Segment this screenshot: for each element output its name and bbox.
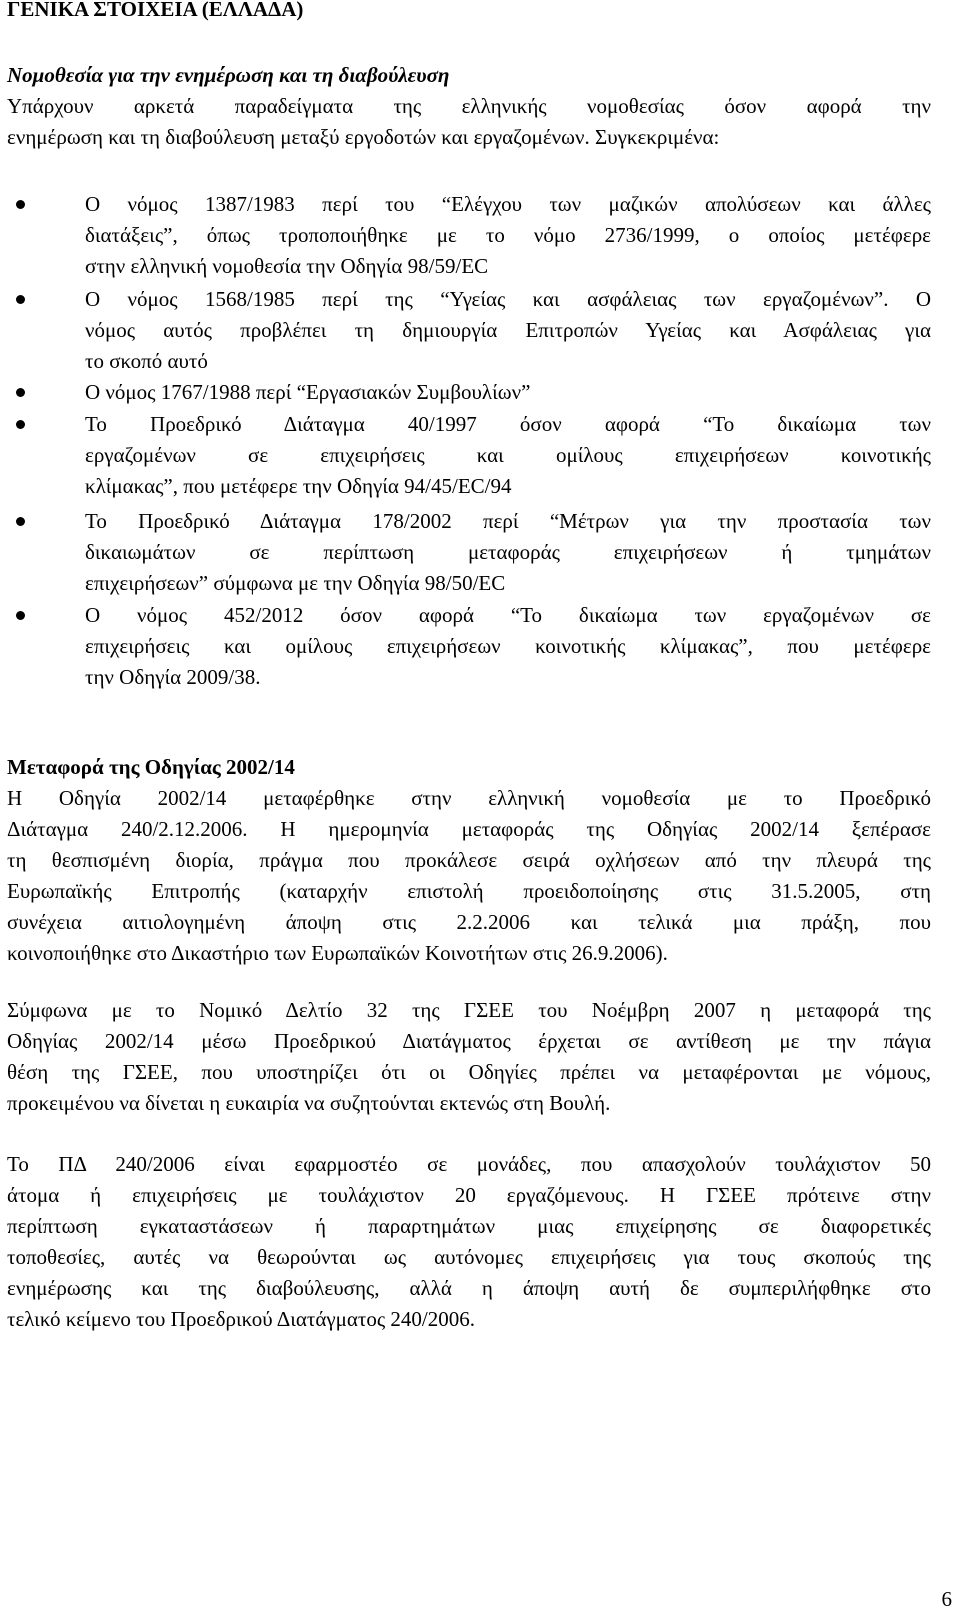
list-item-line: στην ελληνική νομοθεσία την Οδηγία 98/59/ΕC [85,254,489,278]
paragraph-line: συνέχεια αιτιολογημένη άποψη στις 2.2.2006 και τελικά μια πράξη, που [7,910,931,934]
list-item-line: Ο νόμος 1568/1985 περί της “Υγείας και ασφάλειας των εργαζομένων”. Ο [85,287,931,311]
page-number: 6 [941,1587,952,1611]
paragraph-scope [7,1149,931,1335]
paragraph-line: Η Οδηγία 2002/14 μεταφέρθηκε στην ελληνική νομοθεσία με το Προεδρικό [7,786,931,810]
list-item-line: το σκοπό αυτό [85,349,208,373]
paragraph-line: περίπτωση εγκαταστάσεων ή παραρτημάτων μιας επιχείρησης σε διαφορετικές [7,1214,931,1238]
bullet-icon [16,517,25,526]
list-item-line: Ο νόμος 1387/1983 περί του “Ελέγχου των μαζικών απολύσεων και άλλες [85,192,931,216]
bullet-icon [16,388,25,397]
paragraph-line: θέση της ΓΣΕΕ, που υποστηρίζει ότι οι Οδηγίες πρέπει να μεταφέρονται με νόμους, [7,1060,931,1084]
bullet-icon [16,611,25,620]
paragraph-transposition [7,783,931,969]
list-item-line: κλίμακας”, που μετέφερε την Οδηγία 94/45/ΕC/94 [85,474,512,498]
list-item-line: Το Προεδρικό Διάταγμα 178/2002 περί “Μέτρων για την προστασία των [85,509,931,533]
paragraph-line: κοινοποιήθηκε στο Δικαστήριο των Ευρωπαϊκών Κοινοτήτων στις 26.9.2006). [7,941,668,965]
paragraph-line: τελικό κείμενο του Προεδρικού Διατάγματος 240/2006. [7,1307,475,1331]
list-item-line: εργαζομένων σε επιχειρήσεις και ομίλους επιχειρήσεων κοινοτικής [85,443,931,467]
paragraph-line: Σύμφωνα με το Νομικό Δελτίο 32 της ΓΣΕΕ του Νοέμβρη 2007 η μεταφορά της [7,998,931,1022]
paragraph-line: Διάταγμα 240/2.12.2006. Η ημερομηνία μεταφοράς της Οδηγίας 2002/14 ξεπέρασε [7,817,931,841]
list-item-line: επιχειρήσεις και ομίλους επιχειρήσεων κοινοτικής κλίμακας”, που μετέφερε [85,634,931,658]
paragraph-gsee-position [7,995,931,1119]
intro-line: Υπάρχουν αρκετά παραδείγματα της ελληνικής νομοθεσίας όσον αφορά την [7,94,931,118]
bullet-icon [16,200,25,209]
paragraph-line: προκειμένου να δίνεται η ευκαιρία να συζητούνται εκτενώς στη Βουλή. [7,1091,611,1115]
section-heading-directive-transposition: Μεταφορά της Οδηγίας 2002/14 [7,755,295,779]
list-item-line: Ο νόμος 1767/1988 περί “Εργασιακών Συμβουλίων” [85,380,531,404]
section-heading-legislation: Νομοθεσία για την ενημέρωση και τη διαβούλευση [7,63,450,87]
paragraph-line: άτομα ή επιχειρήσεις με τουλάχιστον 20 εργαζόμενους. Η ΓΣΕΕ πρότεινε στην [7,1183,931,1207]
paragraph-line: Οδηγίας 2002/14 μέσω Προεδρικού Διατάγματος έρχεται σε αντίθεση με την πάγια [7,1029,931,1053]
paragraph-line: Το ΠΔ 240/2006 είναι εφαρμοστέο σε μονάδες, που απασχολούν τουλάχιστον 50 [7,1152,931,1176]
bullet-icon [16,420,25,429]
intro-line: ενημέρωση και τη διαβούλευση μεταξύ εργοδοτών και εργαζομένων. Συγκεκριμένα: [7,125,720,149]
paragraph-line: τοποθεσίες, αυτές να θεωρούνται ως αυτόνομες επιχειρήσεις για τους σκοπούς της [7,1245,931,1269]
list-item-line: διατάξεις”, όπως τροποποιήθηκε με το νόμο 2736/1999, ο οποίος μετέφερε [85,223,931,247]
intro-paragraph [7,91,931,153]
list-item-line: νόμος αυτός προβλέπει τη δημιουργία Επιτροπών Υγείας και Ασφάλειας για [85,318,931,342]
list-item-line: επιχειρήσεων” σύμφωνα με την Οδηγία 98/50/ΕC [85,571,506,595]
document-title: ΓΕΝΙΚΑ ΣΤΟΙΧΕΙΑ (ΕΛΛΑΔΑ) [7,0,304,21]
paragraph-line: Ευρωπαϊκής Επιτροπής (καταρχήν επιστολή προειδοποίησης στις 31.5.2005, στη [7,879,931,903]
paragraph-line: ενημέρωσης και της διαβούλευσης, αλλά η άποψη αυτή δε συμπεριλήφθηκε στο [7,1276,931,1300]
bullet-icon [16,295,25,304]
list-item-line: Το Προεδρικό Διάταγμα 40/1997 όσον αφορά “Το δικαίωμα των [85,412,931,436]
paragraph-line: τη θεσπισμένη διορία, πράγμα που προκάλεσε σειρά οχλήσεων από την πλευρά της [7,848,931,872]
list-item-line: Ο νόμος 452/2012 όσον αφορά “Το δικαίωμα των εργαζομένων σε [85,603,931,627]
list-item-line: την Οδηγία 2009/38. [85,665,261,689]
list-item-line: δικαιωμάτων σε περίπτωση μεταφοράς επιχειρήσεων ή τμημάτων [85,540,931,564]
